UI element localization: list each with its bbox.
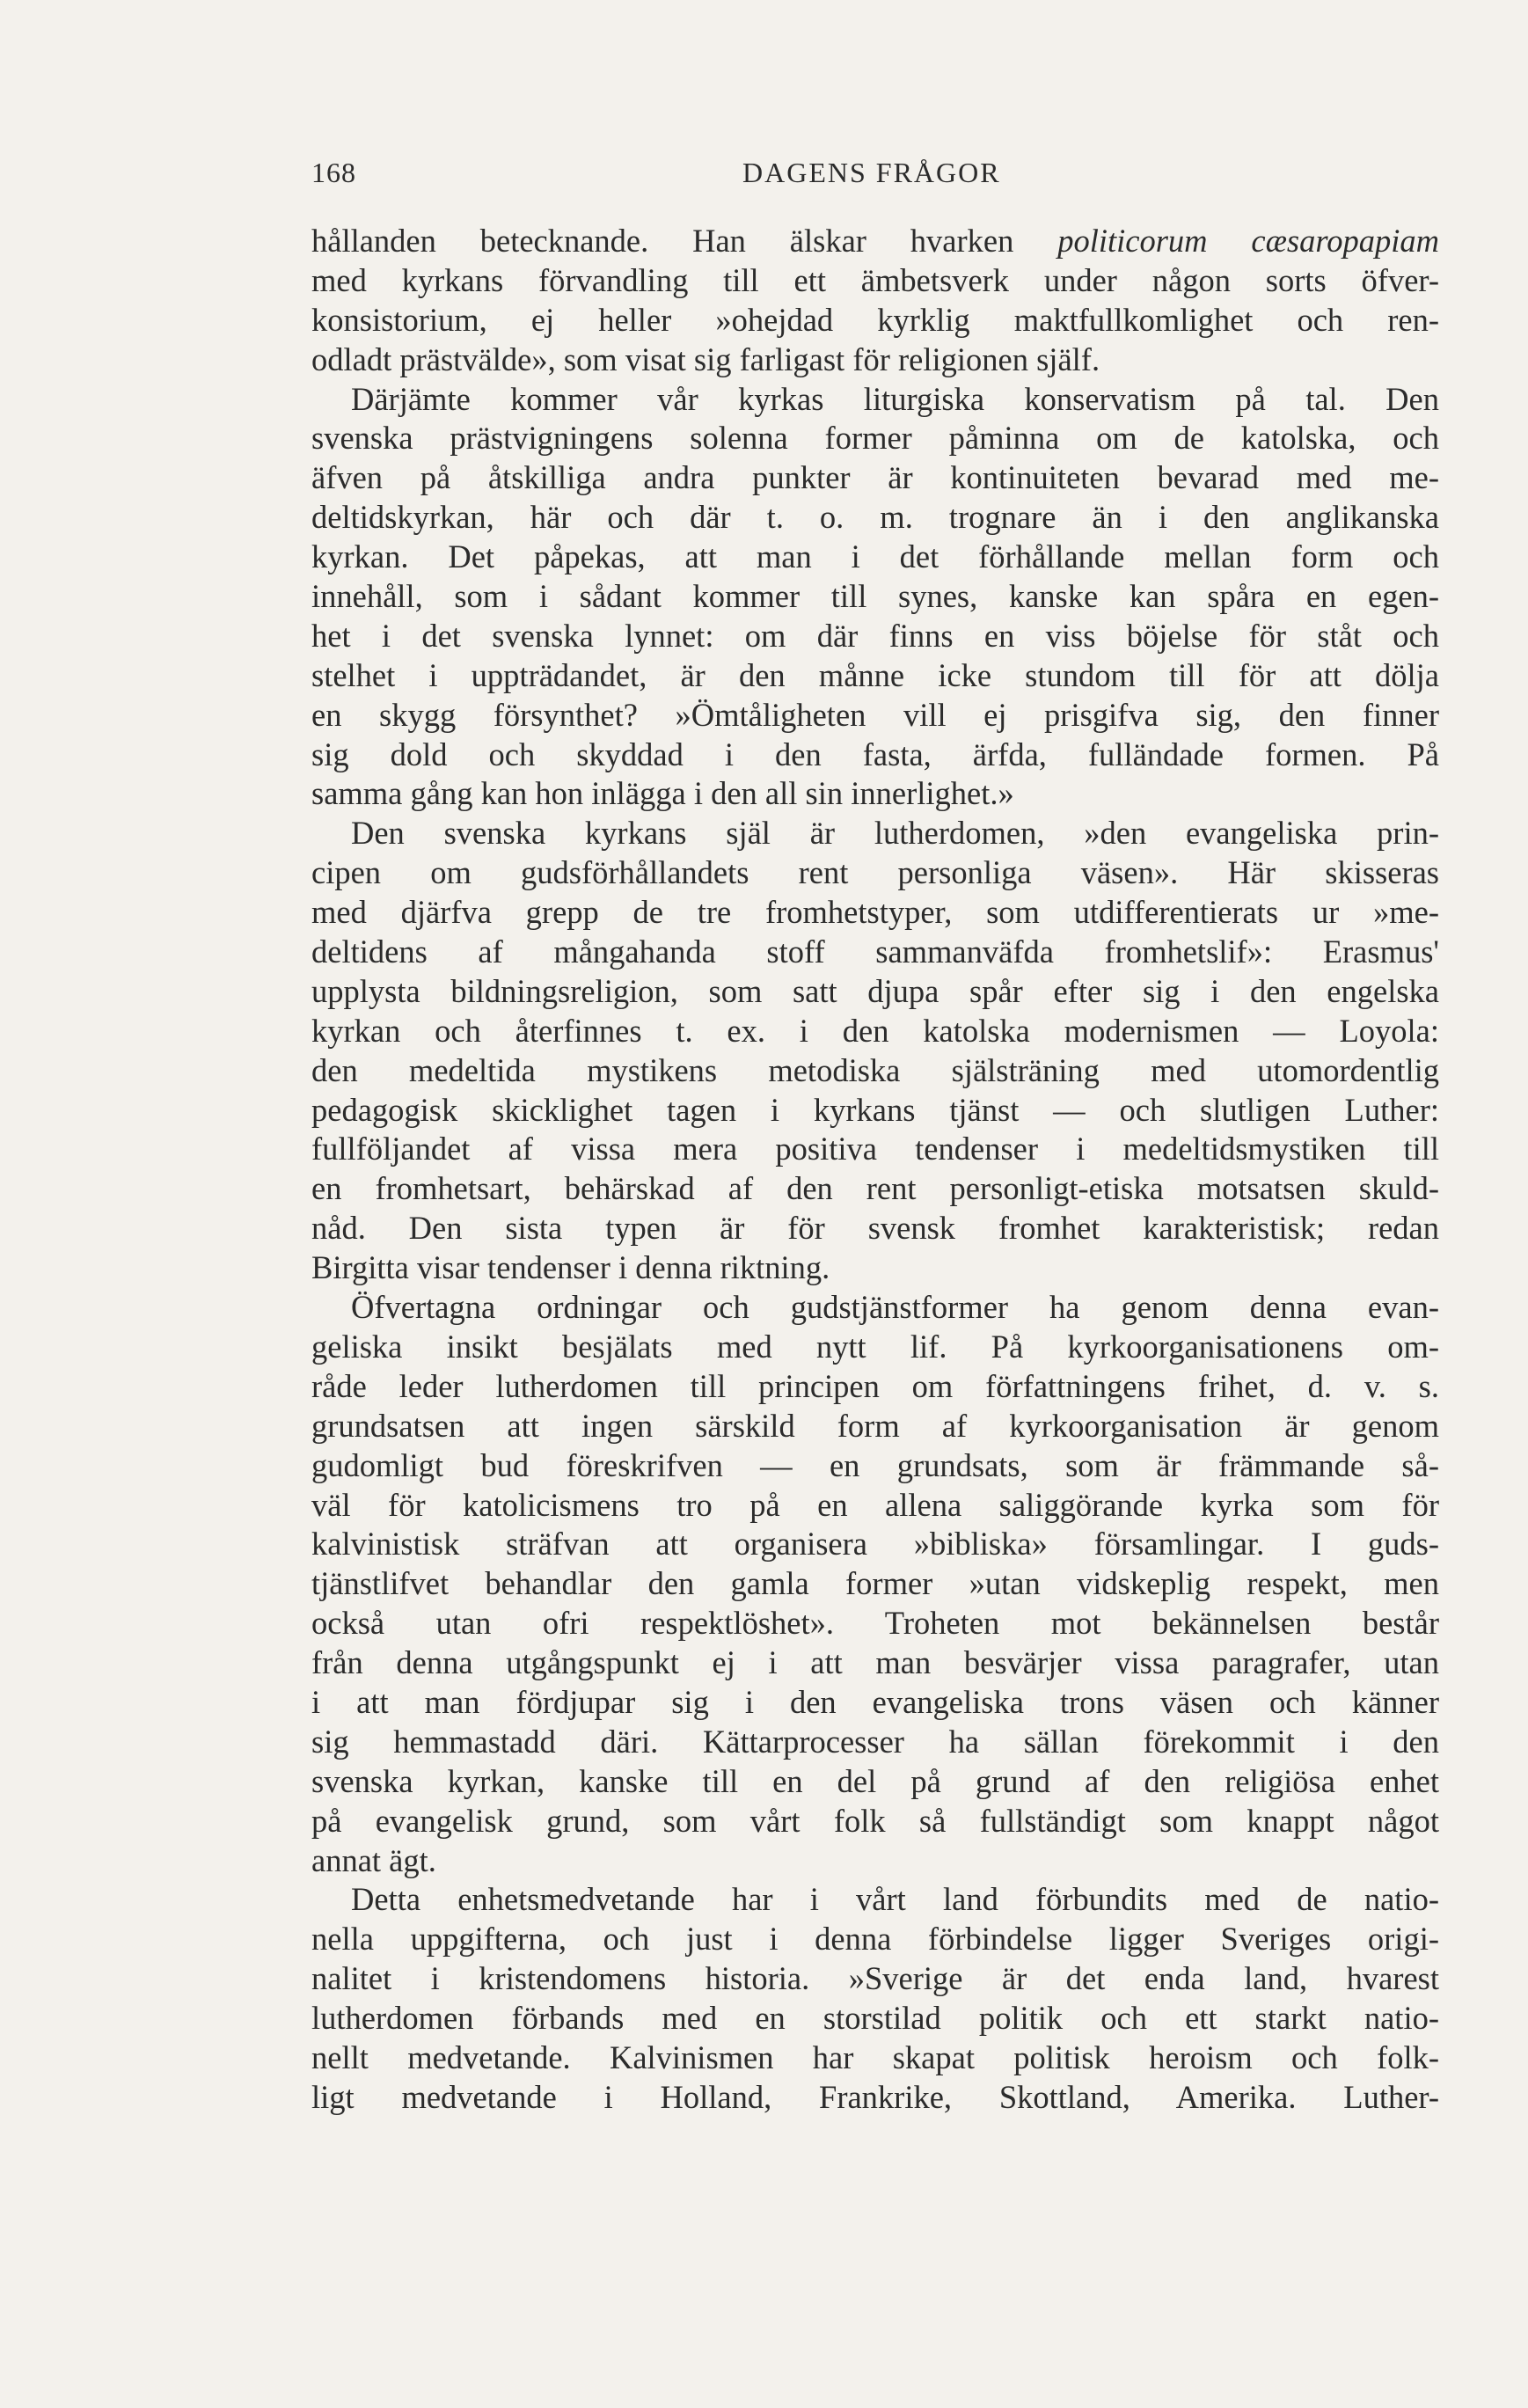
text-line <box>311 458 1439 498</box>
text-line-content: Birgitta visar tendenser i denna riktning. <box>311 1249 830 1286</box>
text-line <box>311 261 1439 301</box>
text-line <box>311 972 1439 1012</box>
text-line <box>311 893 1439 933</box>
text-line <box>311 419 1439 458</box>
text-line-content: geliska insikt besjälats med nytt lif. På kyrkoorganisationens om- <box>311 1328 1439 1365</box>
text-line-content: nåd. Den sista typen är för svensk fromhet karakteristisk; redan <box>311 1210 1439 1247</box>
text-line <box>311 853 1439 893</box>
text-line-content: stelhet i uppträdandet, är den månne icke stundom till för att dölja <box>311 656 1439 693</box>
text-line-content: äfven på åtskilliga andra punkter är kontinuiteten bevarad med me- <box>311 459 1439 496</box>
text-line-content: med djärfva grepp de tre fromhetstyper, som utdifferentierats ur »me- <box>311 894 1439 931</box>
text-line <box>311 222 1439 261</box>
text-line <box>311 1169 1439 1209</box>
text-line-content: Öfvertagna ordningar och gudstjänstformer ha genom denna evan- <box>351 1289 1439 1326</box>
text-line <box>311 380 1439 420</box>
text-line-content: kalvinistisk sträfvan att organisera »bibliska» församlingar. I guds- <box>311 1526 1439 1563</box>
text-line-content: nalitet i kristendomens historia. »Sverige är det enda land, hvarest <box>311 1960 1439 1997</box>
text-line <box>311 1209 1439 1248</box>
text-line <box>311 774 1439 814</box>
text-line <box>311 1564 1439 1604</box>
text-line-content: också utan ofri respektlöshet». Troheten mot bekännelsen består <box>311 1605 1439 1642</box>
text-line <box>311 1248 1439 1288</box>
text-line <box>311 617 1439 656</box>
text-line <box>311 301 1439 340</box>
text-line <box>311 1643 1439 1683</box>
text-line-content: fullföljandet af vissa mera positiva tendenser i medeltidsmystiken till <box>311 1131 1439 1167</box>
text-line-content: nella uppgifterna, och just i denna förbindelse ligger Sveriges origi- <box>311 1921 1439 1958</box>
text-line <box>311 538 1439 577</box>
text-line-content: svenska prästvigningens solenna former påminna om de katolska, och <box>311 420 1439 457</box>
text-line <box>311 340 1439 380</box>
text-line-content: innehåll, som i sådant kommer till synes, kanske kan spåra en egen- <box>311 578 1439 615</box>
text-line-content: Därjämte kommer vår kyrkas liturgiska konservatism på tal. Den <box>351 380 1439 417</box>
running-head: DAGENS FRÅGOR <box>742 157 1001 188</box>
body-text <box>311 222 1439 2118</box>
text-line <box>311 736 1439 775</box>
text-line <box>311 1367 1439 1407</box>
text-line-content: het i det svenska lynnet: om där finns en viss böjelse för ståt och <box>311 617 1439 654</box>
text-line <box>311 814 1439 853</box>
text-line <box>311 1288 1439 1328</box>
text-line <box>311 1880 1439 1920</box>
text-line-content: konsistorium, ej heller »ohejdad kyrklig maktfullkomlighet och ren- <box>311 301 1439 338</box>
text-line-content: Detta enhetsmedvetande har i vårt land förbundits med de natio- <box>351 1881 1439 1918</box>
text-line-content: deltidens af mångahanda stoff sammanväfda fromhetslif»: Erasmus' <box>311 933 1439 970</box>
text-line-content: kyrkan och återfinnes t. ex. i den katolska modernismen — Loyola: <box>311 1012 1439 1049</box>
text-line-content: cipen om gudsförhållandets rent personliga väsen». Här skisseras <box>311 854 1439 891</box>
text-line-content: upplysta bildningsreligion, som satt djupa spår efter sig i den engelska <box>311 972 1439 1009</box>
text-line-content: nellt medvetande. Kalvinismen har skapat politisk heroism och folk- <box>311 2038 1439 2075</box>
text-line-content: Den svenska kyrkans själ är lutherdomen, »den evangeliska prin- <box>351 815 1439 852</box>
text-line <box>311 1841 1439 1881</box>
text-line <box>311 933 1439 972</box>
text-line <box>311 1920 1439 1959</box>
text-line <box>311 1802 1439 1841</box>
text-line-content: ligt medvetande i Holland, Frankrike, Skottland, Amerika. Luther- <box>311 2078 1439 2115</box>
text-line <box>311 1446 1439 1486</box>
text-line-content: på evangelisk grund, som vårt folk så fullständigt som knappt något <box>311 1802 1439 1839</box>
text-line <box>311 498 1439 538</box>
text-line <box>311 1051 1439 1091</box>
page-number: 168 <box>311 157 356 188</box>
text-line <box>311 1723 1439 1762</box>
text-line-content: odladt prästvälde», som visat sig farligast för religionen själf. <box>311 340 1100 377</box>
text-line <box>311 577 1439 617</box>
text-line <box>311 1959 1439 1999</box>
text-line <box>311 1130 1439 1169</box>
text-line-content: hållanden betecknande. Han älskar hvarken <box>311 223 1058 259</box>
text-line-content: med kyrkans förvandling till ett ämbetsverk under någon sorts öfver- <box>311 261 1439 298</box>
text-line <box>311 656 1439 696</box>
text-line <box>311 1762 1439 1802</box>
text-line-content: svenska kyrkan, kanske till en del på grund af den religiösa enhet <box>311 1762 1439 1799</box>
text-line <box>311 1604 1439 1643</box>
text-line-content: sig dold och skyddad i den fasta, ärfda, fulländade formen. På <box>311 736 1439 772</box>
text-line <box>311 1683 1439 1723</box>
text-line-content: en skygg försynthet? »Ömtåligheten vill ej prisgifva sig, den finner <box>311 696 1439 733</box>
italic-phrase: politicorum cæsaropapiam <box>1057 223 1439 259</box>
page-header <box>311 157 1437 201</box>
text-line-content: annat ägt. <box>311 1841 436 1878</box>
text-line <box>311 1525 1439 1564</box>
text-line-content: råde leder lutherdomen till principen om författningens frihet, d. v. s. <box>311 1367 1439 1404</box>
text-line-content: deltidskyrkan, här och där t. o. m. trognare än i den anglikanska <box>311 499 1439 536</box>
text-line <box>311 1999 1439 2038</box>
text-line <box>311 1091 1439 1131</box>
text-line-content: lutherdomen förbands med en storstilad politik och ett starkt natio- <box>311 2000 1439 2037</box>
text-line <box>311 696 1439 736</box>
text-line-content: en fromhetsart, behärskad af den rent personligt-etiska motsatsen skuld- <box>311 1170 1439 1207</box>
text-line <box>311 2038 1439 2078</box>
text-line <box>311 1012 1439 1051</box>
text-line-content: gudomligt bud föreskrifven — en grundsats, som är främmande så- <box>311 1446 1439 1483</box>
text-line <box>311 1328 1439 1367</box>
text-line <box>311 1407 1439 1446</box>
text-line <box>311 2078 1439 2118</box>
text-line-content: väl för katolicismens tro på en allena saliggörande kyrka som för <box>311 1486 1439 1523</box>
text-line-content: tjänstlifvet behandlar den gamla former »utan vidskeplig respekt, men <box>311 1565 1439 1602</box>
text-line-content: sig hemmastadd däri. Kättarprocesser ha sällan förekommit i den <box>311 1723 1439 1760</box>
text-line-content: kyrkan. Det påpekas, att man i det förhållande mellan form och <box>311 538 1439 575</box>
text-line-content: pedagogisk skicklighet tagen i kyrkans tjänst — och slutligen Luther: <box>311 1091 1439 1128</box>
text-line <box>311 1486 1439 1526</box>
text-line-content: i att man fördjupar sig i den evangeliska trons väsen och känner <box>311 1683 1439 1720</box>
text-line-content: den medeltida mystikens metodiska själsträning med utomordentlig <box>311 1051 1439 1088</box>
text-line-content: grundsatsen att ingen särskild form af kyrkoorganisation är genom <box>311 1407 1439 1444</box>
text-line-content: från denna utgångspunkt ej i att man besvärjer vissa paragrafer, utan <box>311 1644 1439 1681</box>
text-line-content: samma gång kan hon inlägga i den all sin innerlighet.» <box>311 775 1014 812</box>
